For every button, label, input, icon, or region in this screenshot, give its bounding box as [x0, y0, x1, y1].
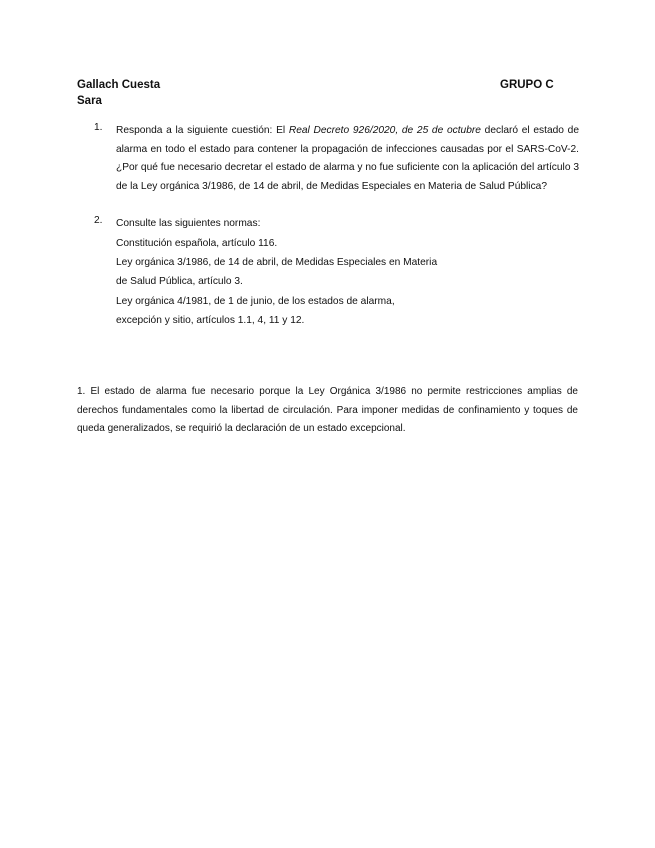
question-1-text-end: declaró el estado de alarma en todo el estado para contener la propagación de infecciones causadas por el SARS-CoV-2. ¿Por qué fue necesario decretar el estado de alarma y no fue suficiente con la aplicación del artículo 3 de la Ley orgánica 3/1986, de 14 de abril, de Medidas Especiales en Materia de Salud Pública? — [116, 125, 580, 192]
norm-reference: de Salud Pública, artículo 3. — [116, 276, 243, 288]
question-1-decree-reference: Real Decreto 926/2020, de 25 de octubre — [288, 125, 481, 136]
question-1 — [94, 122, 579, 196]
student-surname: Gallach Cuesta — [77, 79, 161, 91]
student-name — [77, 77, 160, 109]
norm-reference: Constitución española, artículo 116. — [116, 237, 278, 249]
group-label: GRUPO C — [500, 79, 554, 91]
student-first-name: Sara — [77, 95, 102, 107]
answer-paragraph: 1. El estado de alarma fue necesario porque la Ley Orgánica 3/1986 no permite restricciones amplias de derechos fundamentales como la libertad de circulación. Para imponer medidas de confinamiento y toques de queda generalizados, se requirió la declaración de un estado excepcional. — [77, 386, 578, 435]
question-2 — [94, 215, 579, 330]
question-1-number: 1. — [94, 122, 103, 133]
question-2-intro: Consulte las siguientes normas: — [116, 218, 261, 230]
question-1-text-start: Responda a la siguiente cuestión: El — [116, 125, 289, 136]
norm-reference: excepción y sitio, artículos 1.1, 4, 11 y 12. — [116, 314, 305, 326]
norm-reference: Ley orgánica 3/1986, de 14 de abril, de Medidas Especiales en Materia — [116, 257, 438, 269]
question-2-number: 2. — [94, 215, 103, 227]
norm-reference: Ley orgánica 4/1981, de 1 de junio, de los estados de alarma, — [116, 295, 395, 307]
question-list — [94, 122, 579, 330]
question-1-text — [116, 122, 579, 196]
